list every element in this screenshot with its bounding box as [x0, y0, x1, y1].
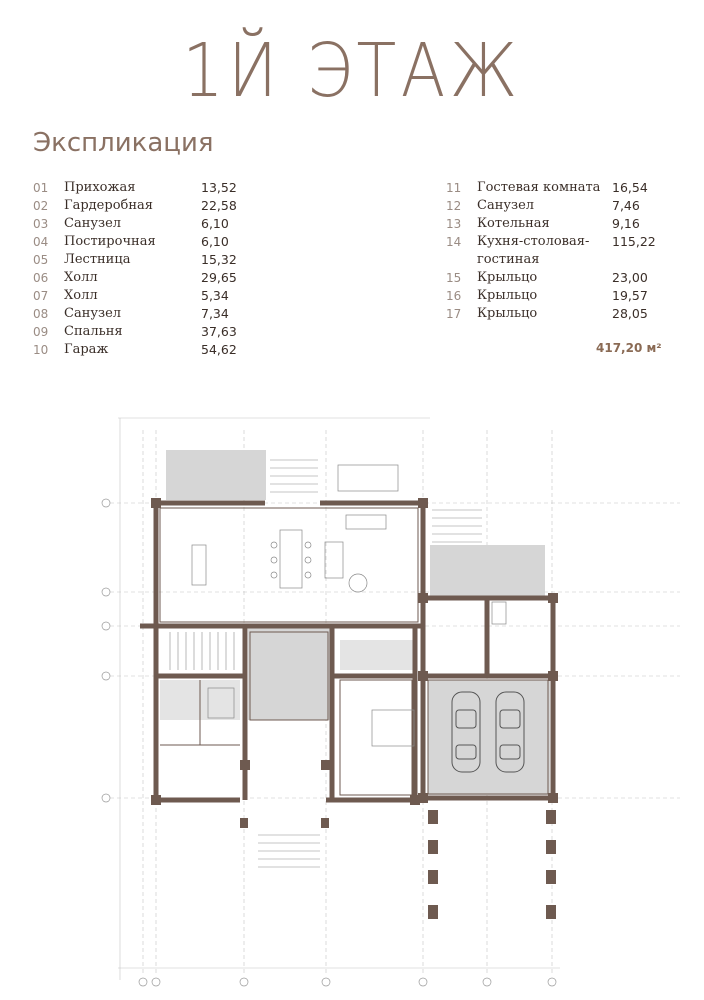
room-name: Холл [64, 288, 98, 303]
room-number: 07 [33, 289, 49, 303]
room-number: 06 [33, 271, 49, 285]
room-number: 16 [446, 289, 462, 303]
room-area: 22,58 [201, 198, 237, 213]
page-title: 1Й ЭТАЖ [182, 28, 522, 114]
room-area: 7,34 [201, 306, 229, 321]
room-area: 6,10 [201, 234, 229, 249]
room-number: 17 [446, 307, 462, 321]
room-area: 9,16 [612, 216, 640, 231]
room-number: 01 [33, 181, 49, 195]
room-area: 15,32 [201, 252, 237, 267]
room-name: Санузел [477, 198, 535, 213]
room-name: Спальня [64, 324, 123, 339]
room-area: 37,63 [201, 324, 237, 339]
room-number: 10 [33, 343, 49, 357]
explication-heading: Экспликация [33, 128, 214, 158]
room-area: 115,22 [612, 234, 656, 249]
room-area: 5,34 [201, 288, 229, 303]
room-name: Крыльцо [477, 288, 538, 303]
room-name: Крыльцо [477, 270, 538, 285]
room-name: Гараж [64, 342, 109, 357]
room-number: 05 [33, 253, 49, 267]
room-number: 13 [446, 217, 462, 231]
room-name: Санузел [64, 306, 122, 321]
room-number: 04 [33, 235, 49, 249]
room-area: 13,52 [201, 180, 237, 195]
room-area: 28,05 [612, 306, 648, 321]
room-name: Лестница [64, 252, 131, 267]
room-number: 15 [446, 271, 462, 285]
room-number: 12 [446, 199, 462, 213]
room-area: 6,10 [201, 216, 229, 231]
room-area: 16,54 [612, 180, 648, 195]
floor-plan [100, 412, 686, 992]
room-name: Крыльцо [477, 306, 538, 321]
room-area: 19,57 [612, 288, 648, 303]
room-name: Котельная [477, 216, 550, 231]
room-area: 54,62 [201, 342, 237, 357]
room-area: 29,65 [201, 270, 237, 285]
room-name: Прихожая [64, 180, 136, 195]
room-name: Холл [64, 270, 98, 285]
room-name: Гардеробная [64, 198, 153, 213]
room-area: 7,46 [612, 198, 640, 213]
room-name: Кухня-столовая-гостиная [477, 234, 590, 267]
room-number: 03 [33, 217, 49, 231]
total-area: 417,20 м² [596, 341, 662, 355]
room-number: 11 [446, 181, 462, 195]
room-number: 08 [33, 307, 49, 321]
room-name: Постирочная [64, 234, 156, 249]
room-number: 02 [33, 199, 49, 213]
room-name: Гостевая комната [477, 180, 601, 195]
room-area: 23,00 [612, 270, 648, 285]
room-name: Санузел [64, 216, 122, 231]
room-number: 14 [446, 235, 462, 249]
room-number: 09 [33, 325, 49, 339]
